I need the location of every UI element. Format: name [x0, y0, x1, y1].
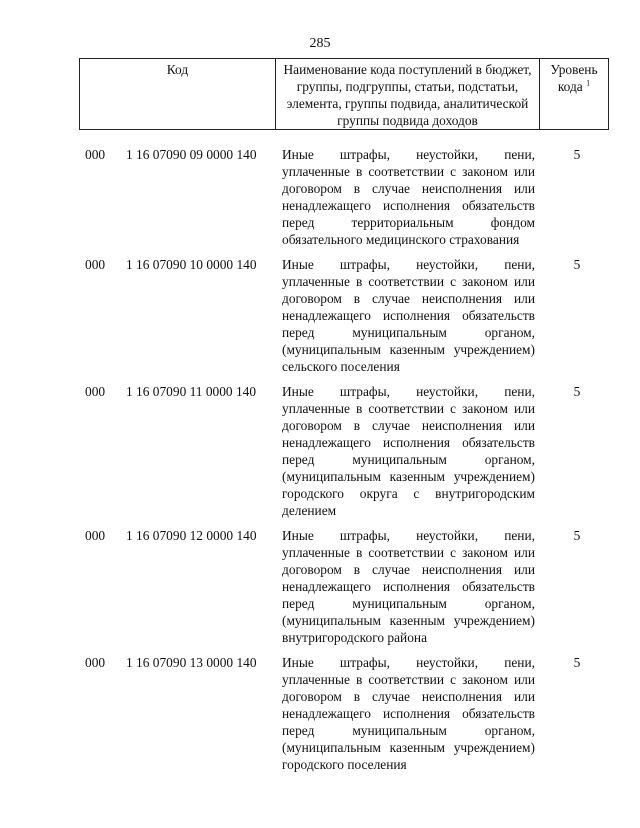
code-level: 5	[573, 655, 581, 670]
header-name-label: Наименование кода поступлений в бюджет, группы, подгруппы, статьи, подстатьи, элемента, группы подвида, аналитической группы подвида доходов	[283, 62, 532, 128]
admin-code: 000	[85, 257, 106, 272]
admin-code: 000	[85, 655, 106, 670]
header-code	[80, 59, 276, 130]
revenue-code: 1 16 07090 11 0000 140	[126, 384, 257, 399]
table-row	[80, 256, 608, 375]
revenue-name: Иные штрафы, неустойки, пени, уплаченные в соответствии с законом или договором в случае неисполнения или ненадлежащего исполнения обязательств перед территориальным фондом обязательного медицинского страхования	[282, 147, 535, 247]
page-number: 285	[309, 36, 331, 51]
code-level: 5	[573, 147, 581, 162]
revenue-name: Иные штрафы, неустойки, пени, уплаченные в соответствии с законом или договором в случае неисполнения или ненадлежащего исполнения обязательств перед муниципальным органом, (муниципальным казенным учреждением) внутригородского района	[282, 528, 535, 645]
table-body	[80, 146, 608, 773]
admin-code: 000	[85, 528, 106, 543]
table-row	[80, 146, 608, 248]
revenue-name: Иные штрафы, неустойки, пени, уплаченные в соответствии с законом или договором в случае неисполнения или ненадлежащего исполнения обязательств перед муниципальным органом, (муниципальным казенным учреждением) городского округа с внутригородским делением	[282, 384, 535, 518]
table-row	[80, 654, 608, 773]
code-level: 5	[573, 528, 581, 543]
revenue-name: Иные штрафы, неустойки, пени, уплаченные в соответствии с законом или договором в случае неисполнения или ненадлежащего исполнения обязательств перед муниципальным органом, (муниципальным казенным учреждением) городского поселения	[282, 655, 535, 772]
revenue-code: 1 16 07090 12 0000 140	[126, 528, 257, 543]
header-code-label: Код	[166, 62, 189, 77]
header-level-label: Уровень кода	[550, 62, 598, 94]
revenue-code: 1 16 07090 10 0000 140	[126, 257, 257, 272]
admin-code: 000	[85, 384, 106, 399]
table-row	[80, 383, 608, 519]
table-row	[80, 527, 608, 646]
revenue-name: Иные штрафы, неустойки, пени, уплаченные в соответствии с законом или договором в случае неисполнения или ненадлежащего исполнения обязательств перед муниципальным органом, (муниципальным казенным учреждением) сельского поселения	[282, 257, 535, 374]
header-level-footnote: 1	[586, 78, 591, 88]
revenue-code: 1 16 07090 13 0000 140	[126, 655, 257, 670]
code-level: 5	[573, 384, 581, 399]
admin-code: 000	[85, 147, 106, 162]
code-level: 5	[573, 257, 581, 272]
header-level	[540, 59, 609, 130]
table-header	[79, 58, 609, 130]
revenue-code: 1 16 07090 09 0000 140	[126, 147, 257, 162]
header-name	[276, 59, 540, 130]
